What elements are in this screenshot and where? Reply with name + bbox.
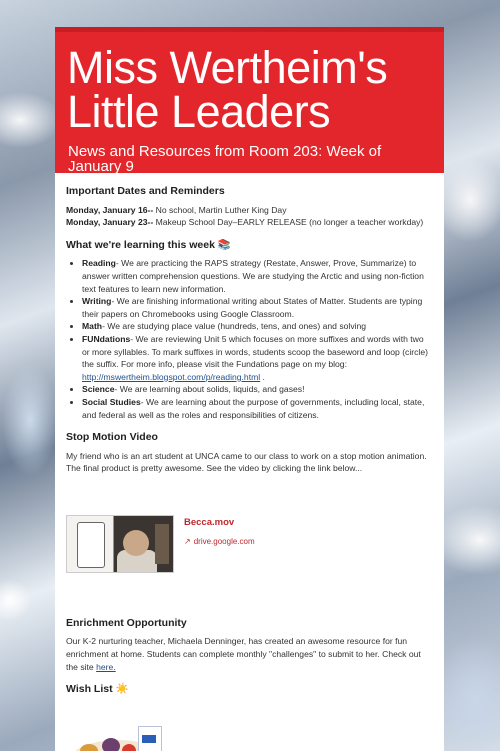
subject-text: - We are practicing the RAPS strategy (Restate, Answer, Prove, Summarize) to answer written comprehension questions. We are studying the Arctic and using non-fiction text features to learn new information. <box>82 258 424 294</box>
subject-text: - We are learning about solids, liquids, and gases! <box>114 384 305 395</box>
list-item <box>82 396 433 421</box>
enrichment-heading: Enrichment Opportunity <box>66 616 187 629</box>
subject-label: Social Studies <box>82 396 141 407</box>
date-label: Monday, January 16-- <box>66 204 154 215</box>
video-thumbnail[interactable] <box>66 515 174 573</box>
newsletter-content <box>55 173 444 751</box>
person-head <box>123 530 149 556</box>
date-label: Monday, January 23-- <box>66 217 154 228</box>
wishlist-heading: Wish List ☀️ <box>66 683 129 696</box>
enrichment-text-row <box>66 635 433 673</box>
list-item <box>82 257 433 295</box>
video-attachment[interactable] <box>66 515 433 573</box>
video-description: My friend who is an art student at UNCA came to our class to work on a stop motion animation. The final product is pretty awesome. See the video by clicking the link below... <box>66 450 427 474</box>
subject-label: FUNdations <box>82 333 131 344</box>
enrichment-text: Our K-2 nurturing teacher, Michaela Denninger, has created an awesome resource for fun enrichment at home. Students can complete monthly "challenges" to submit to her. Check out the site <box>66 636 421 672</box>
wishlist-image <box>66 714 172 751</box>
list-item <box>82 320 433 333</box>
date-item <box>66 204 433 217</box>
enrichment-link[interactable]: here. <box>96 661 116 672</box>
date-text: Makeup School Day–EARLY RELEASE (no longer a teacher workday) <box>153 217 424 228</box>
video-file-title[interactable]: Becca.mov <box>184 516 235 528</box>
subject-label: Writing <box>82 296 112 307</box>
subject-text: - We are finishing informational writing about States of Matter. Students are typing their papers on Chromebooks using Google Classroom. <box>82 296 423 319</box>
subject-label: Math <box>82 321 103 332</box>
external-link-icon: ↗ <box>184 537 191 547</box>
learning-heading: What we're learning this week 📚 <box>66 238 231 251</box>
subject-text-end: . <box>260 371 265 382</box>
dates-heading: Important Dates and Reminders <box>66 185 225 197</box>
subject-text: - We are studying place value (hundreds, tens, and ones) and solving <box>102 321 367 332</box>
fundations-link[interactable]: http://mswertheim.blogspot.com/p/reading.html <box>82 371 261 382</box>
page-subtitle: News and Resources from Room 203: Week of January 9 <box>68 143 382 175</box>
milk-carton <box>138 726 162 751</box>
snack-item <box>102 738 120 751</box>
video-source-label: drive.google.com <box>193 537 255 547</box>
learning-list <box>66 257 433 421</box>
video-source[interactable] <box>184 536 255 549</box>
drawing-figure <box>77 522 105 568</box>
date-item <box>66 216 433 229</box>
video-info <box>174 515 255 573</box>
subject-text: - We are reviewing Unit 5 which focuses on more suffixes and words with two or more syllables. To mark suffixes in words, students scoop the baseword and loop (circle) the suffix. For more info, please visit the Fundations page on my blog: <box>82 333 428 370</box>
header-banner <box>55 27 444 173</box>
date-text: No school, Martin Luther King Day <box>153 204 287 215</box>
subject-label: Science <box>82 384 115 395</box>
video-heading: Stop Motion Video <box>66 431 158 444</box>
bookshelf <box>155 524 169 564</box>
list-item <box>82 295 433 320</box>
subject-label: Reading <box>82 258 116 269</box>
list-item <box>82 333 433 383</box>
list-item <box>82 383 433 396</box>
subject-text: - We are learning about the purpose of governments, including local, state, and federal as well as the roles and responsibilities of citizens. <box>82 396 425 420</box>
page-title: Miss Wertheim's Little Leaders <box>67 42 388 137</box>
newsletter-card <box>55 27 444 751</box>
